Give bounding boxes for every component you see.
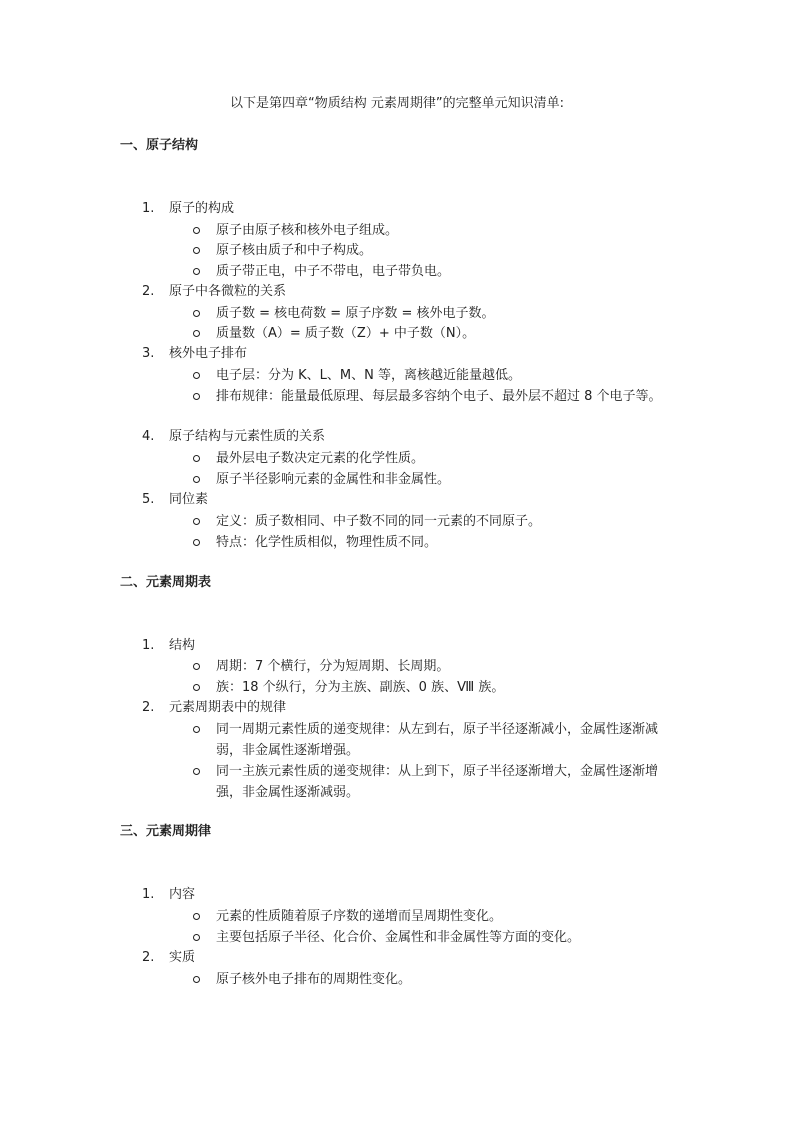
bullet-item: 同一主族元素性质的递变规律：从上到下，原子半径逐渐增大，金属性逐渐增强，非金属性逐渐减弱。 <box>193 761 683 803</box>
bullet-item: 元素的性质随着原子序数的递增而呈周期性变化。 <box>193 906 683 927</box>
list-item-label: 原子中各微粒的关系 <box>169 284 287 299</box>
list-item-label: 内容 <box>169 887 196 902</box>
bullet-item: 特点：化学性质相似，物理性质不同。 <box>193 532 683 553</box>
bullet-item: 质子带正电，中子不带电，电子带负电。 <box>193 261 683 282</box>
bullet-item: 原子核由质子和中子构成。 <box>193 240 683 261</box>
hollow-bullet-icon <box>193 372 200 379</box>
list-number: 2. <box>142 950 155 965</box>
hollow-bullet-icon <box>193 539 200 546</box>
list-number: 1. <box>142 887 155 902</box>
section-heading-periodic-law: 三、元素周期律 <box>120 824 212 839</box>
list-number: 4. <box>142 429 155 444</box>
hollow-bullet-icon <box>193 476 200 483</box>
bullet-item: 定义：质子数相同、中子数不同的同一元素的不同原子。 <box>193 511 683 532</box>
list-item-label: 元素周期表中的规律 <box>169 700 287 715</box>
bullet-item: 原子半径影响元素的金属性和非金属性。 <box>193 469 683 490</box>
hollow-bullet-icon <box>193 726 200 733</box>
hollow-bullet-icon <box>193 227 200 234</box>
hollow-bullet-icon <box>193 330 200 337</box>
list-number: 5. <box>142 492 155 507</box>
bullet-item: 原子核外电子排布的周期性变化。 <box>193 969 683 990</box>
list-item-label: 原子结构与元素性质的关系 <box>169 429 326 444</box>
bullet-item: 电子层：分为 K、L、M、N 等，离核越近能量越低。 <box>193 365 683 386</box>
bullet-item: 同一周期元素性质的递变规律：从左到右，原子半径逐渐减小，金属性逐渐减弱，非金属性逐渐增强。 <box>193 719 683 761</box>
list-item-label: 原子的构成 <box>169 201 235 216</box>
list-item-label: 核外电子排布 <box>169 346 248 361</box>
bullet-item: 质子数 = 核电荷数 = 原子序数 = 核外电子数。 <box>193 303 683 324</box>
bullet-item: 主要包括原子半径、化合价、金属性和非金属性等方面的变化。 <box>193 927 683 948</box>
section-heading-atomic-structure: 一、原子结构 <box>120 138 199 153</box>
hollow-bullet-icon <box>193 455 200 462</box>
list-number: 2. <box>142 284 155 299</box>
list-number: 1. <box>142 201 155 216</box>
hollow-bullet-icon <box>193 663 200 670</box>
list-item-label: 实质 <box>169 950 196 965</box>
hollow-bullet-icon <box>193 393 200 400</box>
bullet-item: 质量数（A）= 质子数（Z）+ 中子数（N）。 <box>193 323 683 344</box>
list-number: 3. <box>142 346 155 361</box>
hollow-bullet-icon <box>193 976 200 983</box>
list-item-label: 结构 <box>169 638 196 653</box>
bullet-item: 最外层电子数决定元素的化学性质。 <box>193 448 683 469</box>
bullet-item: 原子由原子核和核外电子组成。 <box>193 220 683 241</box>
hollow-bullet-icon <box>193 247 200 254</box>
hollow-bullet-icon <box>193 310 200 317</box>
intro-text: 以下是第四章“物质结构 元素周期律”的完整单元知识清单: <box>230 96 564 111</box>
hollow-bullet-icon <box>193 268 200 275</box>
list-item-label: 同位素 <box>169 492 209 507</box>
list-number: 2. <box>142 700 155 715</box>
hollow-bullet-icon <box>193 768 200 775</box>
bullet-item: 排布规律：能量最低原理、每层最多容纳个电子、最外层不超过 8 个电子等。 <box>193 386 683 407</box>
hollow-bullet-icon <box>193 684 200 691</box>
list-number: 1. <box>142 638 155 653</box>
section-heading-periodic-table: 二、元素周期表 <box>120 575 212 590</box>
hollow-bullet-icon <box>193 518 200 525</box>
hollow-bullet-icon <box>193 913 200 920</box>
hollow-bullet-icon <box>193 934 200 941</box>
bullet-item: 族：18 个纵行，分为主族、副族、0 族、Ⅷ 族。 <box>193 677 683 698</box>
bullet-item: 周期：7 个横行，分为短周期、长周期。 <box>193 656 683 677</box>
